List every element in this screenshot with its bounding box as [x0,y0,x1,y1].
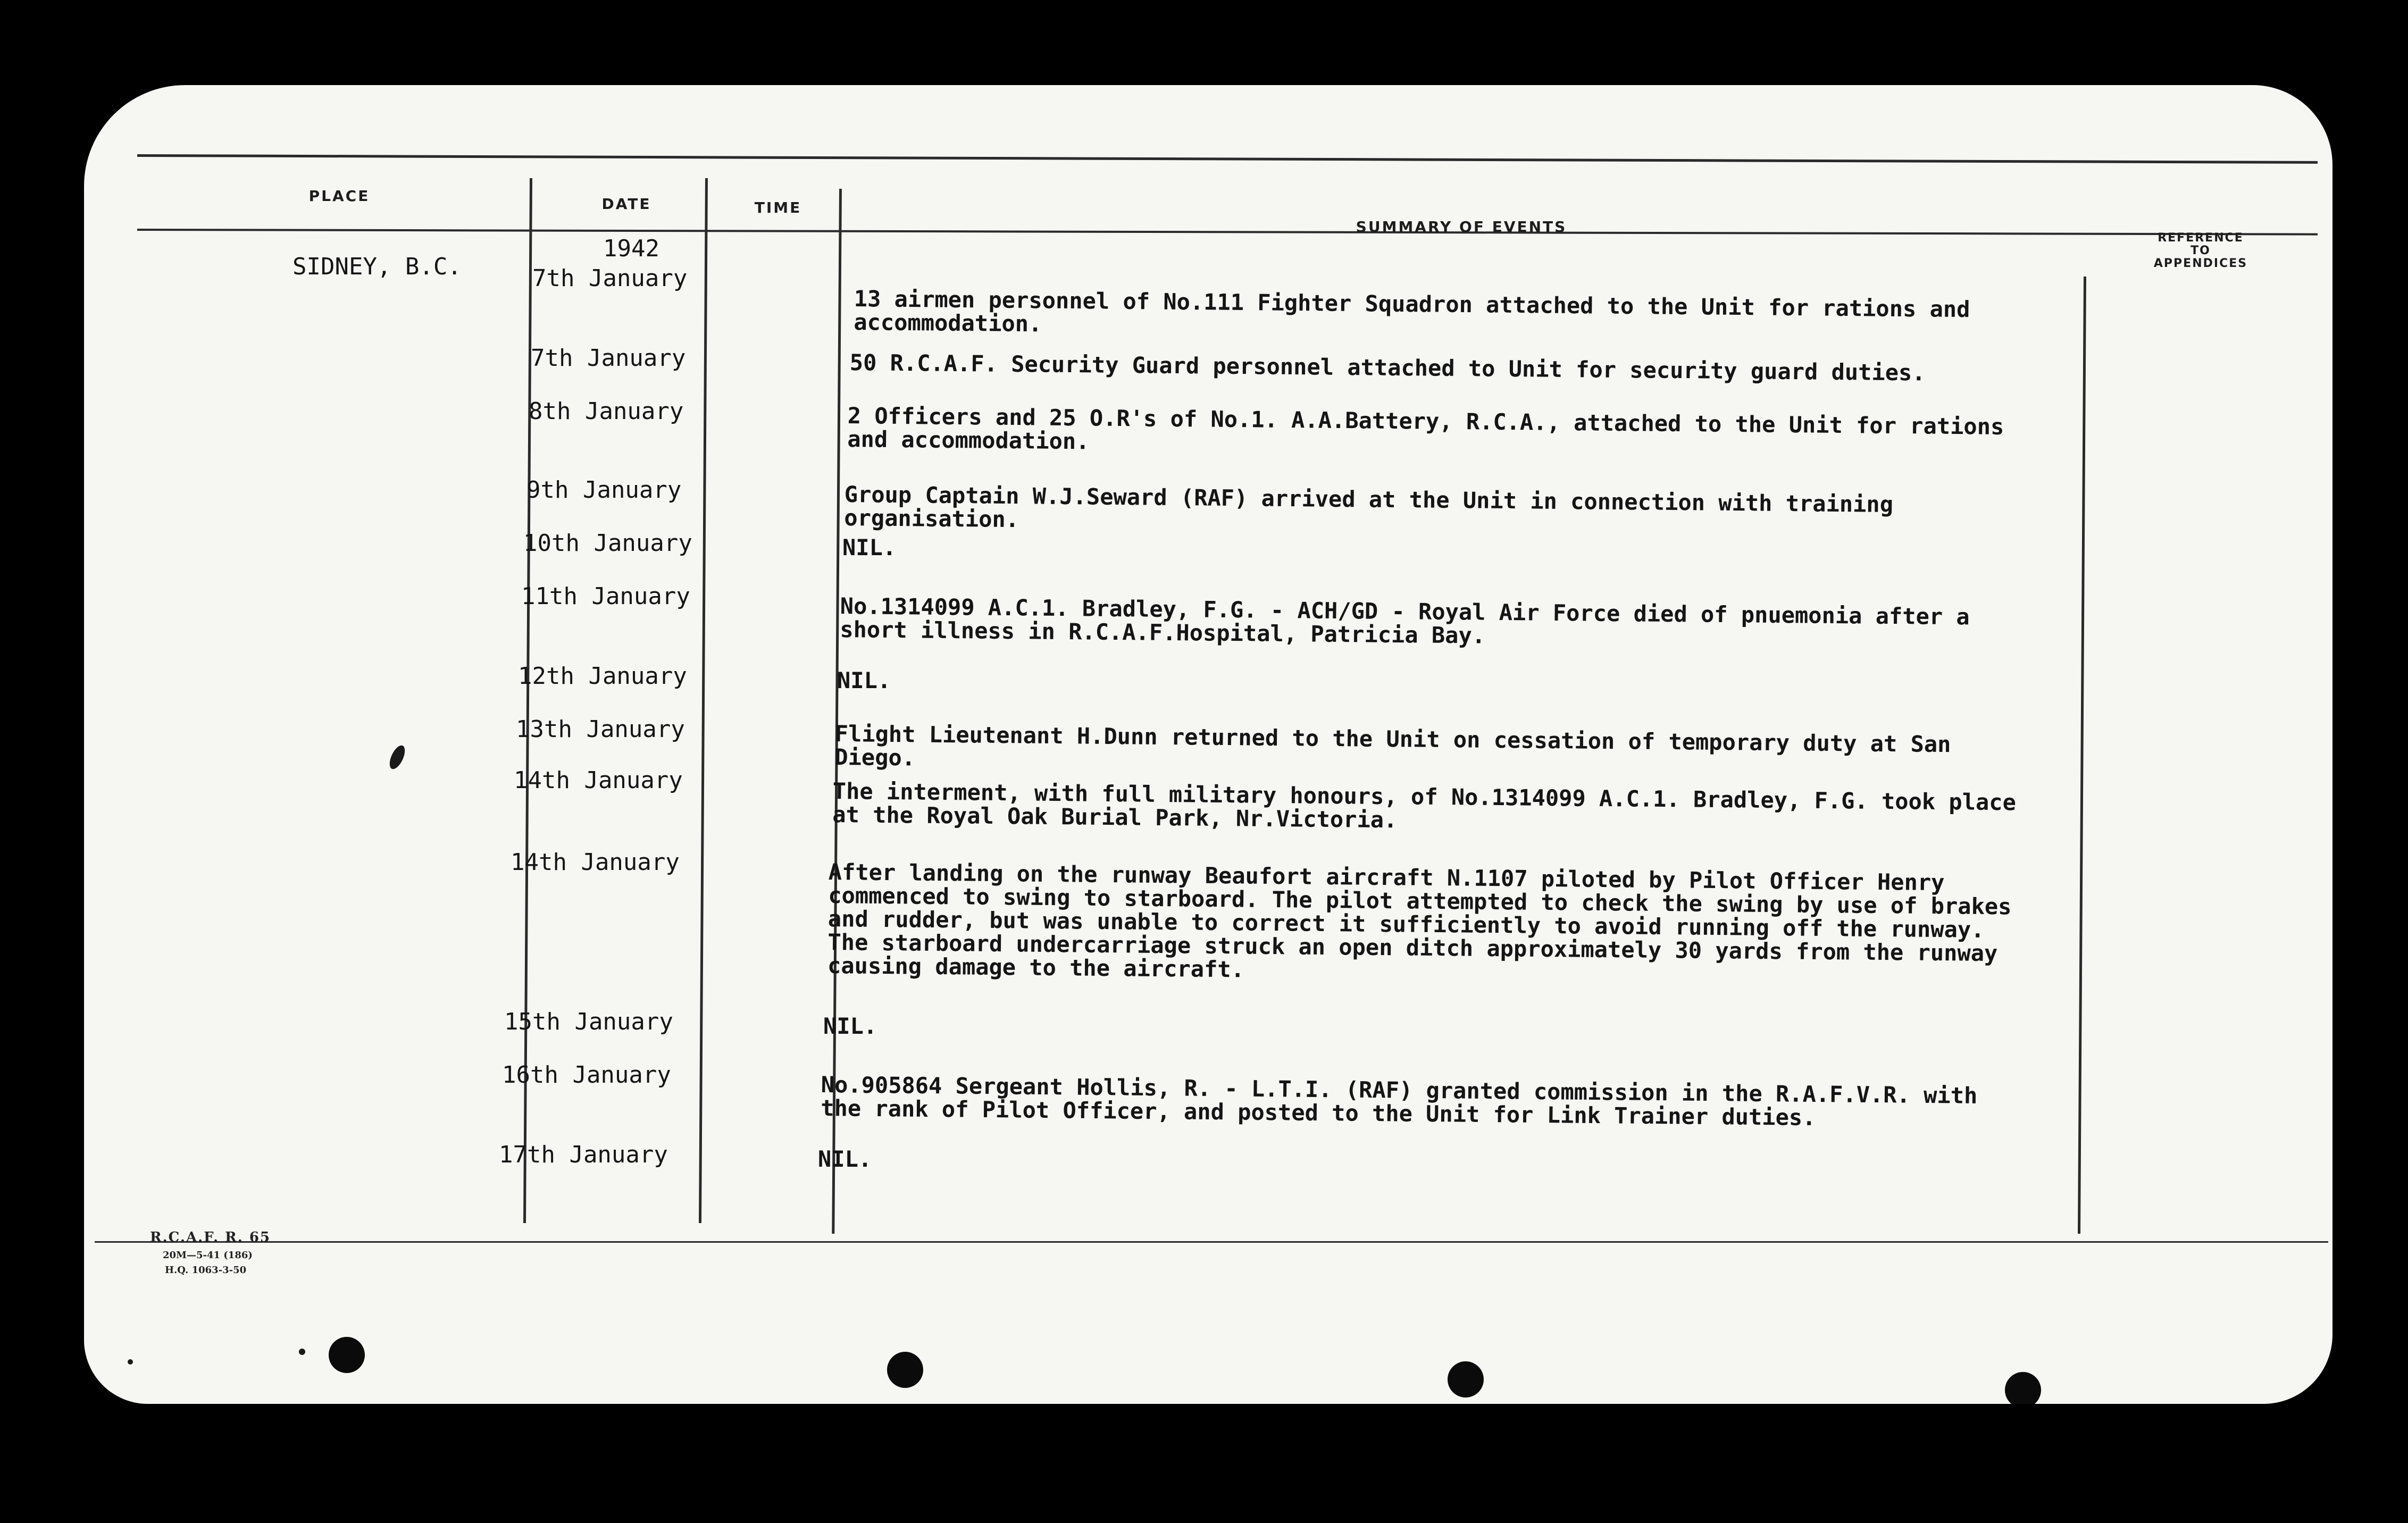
header-rule [137,229,2318,236]
form-number: R.C.A.F. R. 65 [150,1229,271,1245]
punch-hole [2005,1372,2041,1404]
form-print-code: 20M—5-41 (186) [163,1250,253,1261]
entry-date: 8th January [529,398,684,425]
entry-summary: No.1314099 A.C.1. Bradley, F.G. - ACH/GD - Royal Air Force died of pnuemonia after a short illness in R.C.A.F.Hospital, Patricia Bay. [840,593,1970,649]
header-reference-to-appendices: REFERENCE TO APPENDICES [2153,231,2248,270]
speck [299,1349,305,1355]
entry-summary: After landing on the runway Beaufort aircraft N.1107 piloted by Pilot Officer Henry commenced to swing to starboard. The pilot attempted to check the swing by use of brakes and rudder, but was unable to correct it sufficiently to avoid running off the runway. The starboard undercarriage struck an open ditch approximately 30 yards from the runway causing damage to the aircraft. [827,859,2012,983]
entry-summary: 13 airmen personnel of No.111 Fighter Squadron attached to the Unit for rations and accommodation. [854,286,1970,337]
entry-summary: NIL. [837,667,891,693]
ink-blot [387,743,408,772]
entry-date: 7th January [532,265,688,292]
entry-summary: NIL. [842,534,897,560]
entry-summary: 50 R.C.A.F. Security Guard personnel attached to Unit for security guard duties. [849,349,1926,386]
header-date: DATE [601,195,651,213]
header-summary-of-events: SUMMARY OF EVENTS [1356,218,1567,236]
entry-date: 11th January [521,583,690,610]
entry-summary: NIL. [818,1146,872,1172]
entry-date: 10th January [523,530,692,557]
year: 1942 [603,235,659,262]
header-time: TIME [754,199,802,216]
entry-summary: Group Captain W.J.Seward (RAF) arrived at the Unit in connection with training organisation. [844,481,1894,533]
footer-rule [95,1241,2328,1243]
entry-date: 16th January [502,1061,671,1089]
entry-summary: NIL. [823,1013,877,1039]
entry-summary: No.905864 Sergeant Hollis, R. - L.T.I. (RAF) granted commission in the R.A.F.V.R. with the rank of Pilot Officer, and posted to the Unit for Link Trainer duties. [821,1072,1978,1131]
entry-date: 17th January [499,1141,668,1168]
punch-hole [1448,1361,1484,1398]
entry-summary: The interment, with full military honours, of No.1314099 A.C.1. Bradley, F.G. took place at the Royal Oak Burial Park, Nr.Victoria. [832,778,2017,833]
entry-date: 7th January [531,345,686,372]
speck [128,1359,133,1365]
top-rule [137,154,2318,164]
place-name: SIDNEY, B.C. [292,253,462,280]
punch-hole [329,1337,365,1373]
header-place: PLACE [308,187,370,205]
entry-date: 15th January [504,1008,673,1035]
form-hq-code: H.Q. 1063-3-50 [165,1265,247,1276]
diary-card [84,85,2332,1404]
entry-summary: Flight Lieutenant H.Dunn returned to the Unit on cessation of temporary duty at San Diego. [834,721,1951,771]
entry-date: 13th January [516,716,685,743]
entry-summary: 2 Officers and 25 O.R's of No.1. A.A.Battery, R.C.A., attached to the Unit for rations and accommodation. [847,403,2004,455]
entry-date: 9th January [526,476,682,504]
entry-date: 14th January [514,767,683,794]
column-divider-summary-reference [2078,277,2086,1234]
entry-date: 12th January [518,663,687,690]
entry-date: 14th January [511,849,680,876]
punch-hole [887,1352,923,1388]
